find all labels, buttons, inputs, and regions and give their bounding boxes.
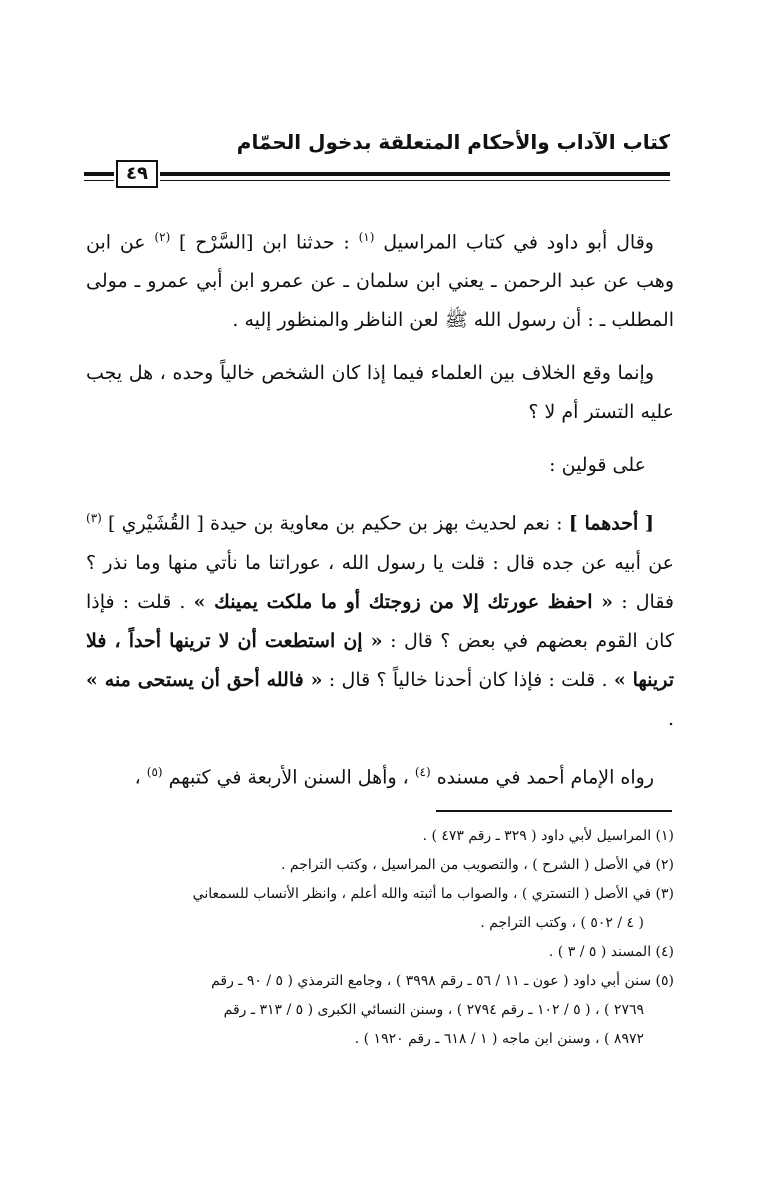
text-span: .	[667, 707, 674, 730]
footnotes	[86, 822, 674, 1054]
text-span: عن أبيه عن جده قال : قلت يا رسول الله ، عوراتنا ما نأتي منها وما نذر ؟ فقال :	[86, 551, 675, 613]
footnote-ref: (٢)	[154, 230, 171, 244]
text-span: . قلت : فإذا كان أحدنا خالياً ؟ قال :	[328, 668, 608, 691]
hadith-quote: « فالله أحق أن يستحى منه »	[86, 668, 323, 691]
text-span: وقال أبو داود في كتاب المراسيل	[383, 231, 654, 254]
footnote-5-cont: ٢٧٦٩ ) ، ( ٥ / ١٠٢ ـ رقم ٢٧٩٤ ) ، وسنن النسائي الكبرى ( ٥ / ٣١٣ ـ رقم	[223, 1002, 644, 1018]
text-span: . قلت : فإذا كان القوم بعضهم في بعض ؟ قال :	[86, 590, 675, 652]
footnote-separator	[436, 810, 672, 812]
footnote-3: (٣) في الأصل ( التستري ) ، والصواب ما أثبته والله أعلم ، وانظر الأنساب للسمعاني	[192, 886, 674, 902]
main-text	[86, 218, 674, 811]
paragraph-3: على قولين :	[549, 454, 646, 477]
text-span: : حدثنا ابن [السَّرْح ]	[179, 231, 350, 254]
paragraph-4	[86, 499, 674, 738]
hadith-quote: « إن استطعت أن لا ترينها أحداً ، فلا ترينها »	[86, 629, 674, 691]
footnote-1: (١) المراسيل لأبي داود ( ٣٢٩ ـ رقم ٤٧٣ ) .	[422, 828, 674, 844]
hadith-quote: « احفظ عورتك إلا من زوجتك أو ما ملكت يمينك »	[193, 590, 614, 613]
section-label: [ أحدهما ]	[568, 512, 654, 535]
footnote-4: (٤) المسند ( ٥ / ٣ ) .	[548, 944, 674, 960]
text-span: : نعم لحديث بهز بن حكيم بن معاوية بن حيدة [ القُشَيْري ]	[108, 512, 563, 535]
text-span: عن ابن وهب عن عبد الرحمن ـ يعني ابن سلمان ـ عن عمرو ابن أبي عمرو ـ مولى المطلب ـ : أن رسول الله ﷺ لعن الناظر والمنظور إليه .	[86, 231, 674, 332]
text-span: رواه الإمام أحمد في مسنده	[436, 765, 654, 788]
text-span: ،	[134, 765, 141, 788]
page-number: ٤٩	[116, 160, 158, 188]
footnote-ref: (٣)	[86, 511, 102, 526]
footnote-ref: (١)	[358, 230, 375, 244]
header-rule	[160, 172, 670, 176]
running-title: كتاب الآداب والأحكام المتعلقة بدخول الحمّام	[236, 130, 670, 154]
footnote-ref: (٥)	[146, 764, 163, 779]
text-span: ، وأهل السنن الأربعة في كتبهم	[168, 765, 409, 788]
paragraph-2: وإنما وقع الخلاف بين العلماء فيما إذا كان الشخص خالياً وحده ، هل يجب عليه التستر أم لا ؟	[86, 362, 674, 424]
paragraph-5	[86, 753, 674, 797]
footnote-5-cont2: ٨٩٧٢ ) ، وسنن ابن ماجه ( ١ / ٦١٨ ـ رقم ١٩٢٠ ) .	[354, 1031, 644, 1047]
footnote-3-cont: ( ٤ / ٥٠٢ ) ، وكتب التراجم .	[480, 915, 644, 931]
header-rule-thin	[160, 180, 670, 181]
header-rule-left-thin	[84, 180, 114, 181]
footnote-ref: (٤)	[414, 764, 431, 779]
footnote-2: (٢) في الأصل ( الشرح ) ، والتصويب من المراسيل ، وكتب التراجم .	[281, 857, 674, 873]
paragraph-1	[86, 218, 674, 340]
header-rule-left	[84, 172, 114, 176]
footnote-5: (٥) سنن أبي داود ( عون ـ ١١ / ٥٦ ـ رقم ٣٩٩٨ ) ، وجامع الترمذي ( ٥ / ٩٠ ـ رقم	[211, 973, 674, 989]
